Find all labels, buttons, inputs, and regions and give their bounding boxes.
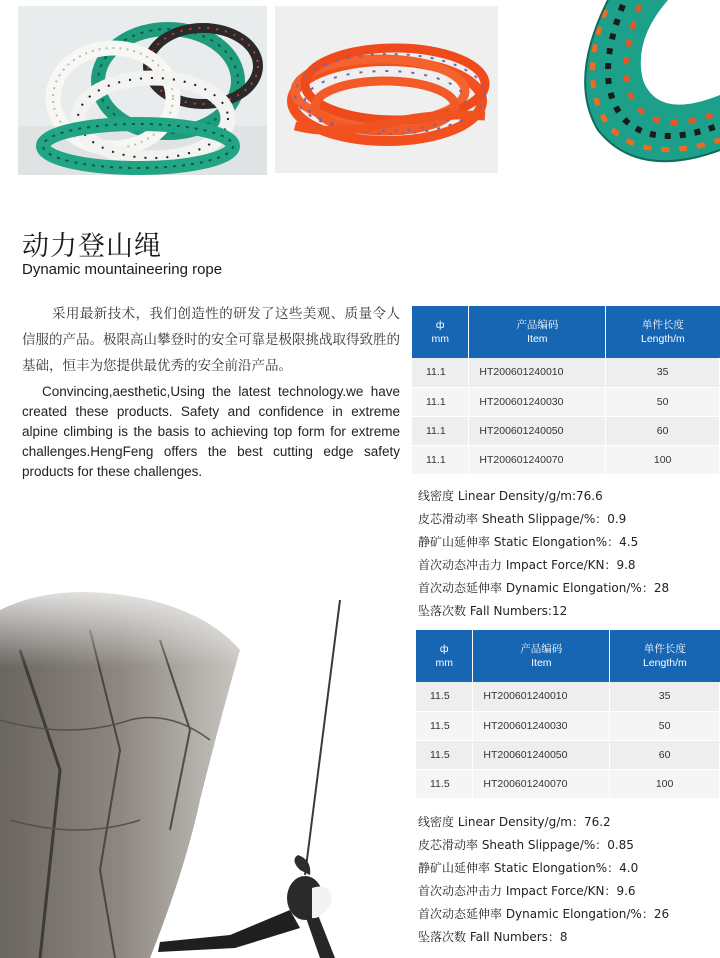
cell-length: 35 <box>606 358 720 387</box>
property-dynamic-elongation: 首次动态延伸率 Dynamic Elongation/%：26 <box>418 907 670 921</box>
cell-diameter: 11.5 <box>416 711 473 740</box>
cell-length: 60 <box>606 416 720 445</box>
cell-diameter: 11.5 <box>416 682 473 711</box>
table-row <box>416 682 720 711</box>
rope-photo-white-green <box>18 6 267 175</box>
header-item: 产品编码 Item <box>473 630 610 682</box>
cell-item: HT200601240030 <box>469 387 606 416</box>
property-static-elongation: 静矿山延伸率 Static Elongation%：4.0 <box>418 861 639 875</box>
cell-diameter: 11.1 <box>412 358 469 387</box>
cell-length: 100 <box>606 445 720 474</box>
header-diameter: ф mm <box>416 630 473 682</box>
cell-diameter: 11.1 <box>412 445 469 474</box>
property-static-elongation: 静矿山延伸率 Static Elongation%：4.5 <box>418 535 639 549</box>
table-row <box>412 387 720 416</box>
description-english: Convincing,aesthetic,Using the latest technology.we have created these products. Safety and confidence in extreme alpine climbing is the basis to achieving top form for extreme challenges.HengFeng offers the best cutting edge safety products for these challenges. <box>22 384 400 479</box>
table-header-row <box>416 630 720 682</box>
cell-item: HT200601240070 <box>473 769 610 798</box>
property-sheath-slippage: 皮芯滑动率 Sheath Slippage/%：0.9 <box>418 512 627 526</box>
cell-item: HT200601240010 <box>469 358 606 387</box>
description-chinese: 采用最新技术，我们创造性的研发了这些美观、质量令人信服的产品。极限高山攀登时的安全可靠是极限挑战取得致胜的基础，恒丰为您提供最优秀的安全前沿产品。 <box>22 306 400 374</box>
table-row <box>412 416 720 445</box>
cell-item: HT200601240050 <box>469 416 606 445</box>
cell-length: 100 <box>610 769 720 798</box>
cell-length: 60 <box>610 740 720 769</box>
cell-item: HT200601240050 <box>473 740 610 769</box>
header-diameter: ф mm <box>412 306 469 358</box>
spec-table-11-1 <box>412 306 720 475</box>
property-list-11-5 <box>418 811 669 949</box>
property-linear-density: 线密度 Linear Density/g/m:76.6 <box>418 489 603 503</box>
cell-length: 50 <box>610 711 720 740</box>
cell-item: HT200601240030 <box>473 711 610 740</box>
property-list-11-1 <box>418 485 669 623</box>
cell-item: HT200601240070 <box>469 445 606 474</box>
table-row <box>416 769 720 798</box>
table-row <box>416 740 720 769</box>
rope-photo-closeup <box>548 0 720 173</box>
table-row <box>412 445 720 474</box>
spec-table-11-5 <box>416 630 720 799</box>
property-impact-force: 首次动态冲击力 Impact Force/KN：9.6 <box>418 884 636 898</box>
table-header-row <box>412 306 720 358</box>
cell-length: 35 <box>610 682 720 711</box>
property-sheath-slippage: 皮芯滑动率 Sheath Slippage/%：0.85 <box>418 838 634 852</box>
cell-diameter: 11.1 <box>412 416 469 445</box>
property-dynamic-elongation: 首次动态延伸率 Dynamic Elongation/%：28 <box>418 581 670 595</box>
header-length: 单件长度 Length/m <box>606 306 720 358</box>
page-title: 动力登山绳 <box>22 231 162 262</box>
page-subtitle: Dynamic mountaineering rope <box>22 261 223 278</box>
header-item: 产品编码 Item <box>469 306 606 358</box>
table-row <box>416 711 720 740</box>
cell-item: HT200601240010 <box>473 682 610 711</box>
rope-photo-orange <box>275 6 498 173</box>
property-impact-force: 首次动态冲击力 Impact Force/KN：9.8 <box>418 558 636 572</box>
property-fall-numbers: 坠落次数 Fall Numbers:12 <box>418 604 568 618</box>
header-length: 单件长度 Length/m <box>610 630 720 682</box>
cell-diameter: 11.1 <box>412 387 469 416</box>
property-fall-numbers: 坠落次数 Fall Numbers：8 <box>418 930 568 944</box>
cell-length: 50 <box>606 387 720 416</box>
property-linear-density: 线密度 Linear Density/g/m：76.2 <box>418 815 611 829</box>
climber-photo <box>0 570 410 958</box>
cell-diameter: 11.5 <box>416 769 473 798</box>
table-row <box>412 358 720 387</box>
cell-diameter: 11.5 <box>416 740 473 769</box>
